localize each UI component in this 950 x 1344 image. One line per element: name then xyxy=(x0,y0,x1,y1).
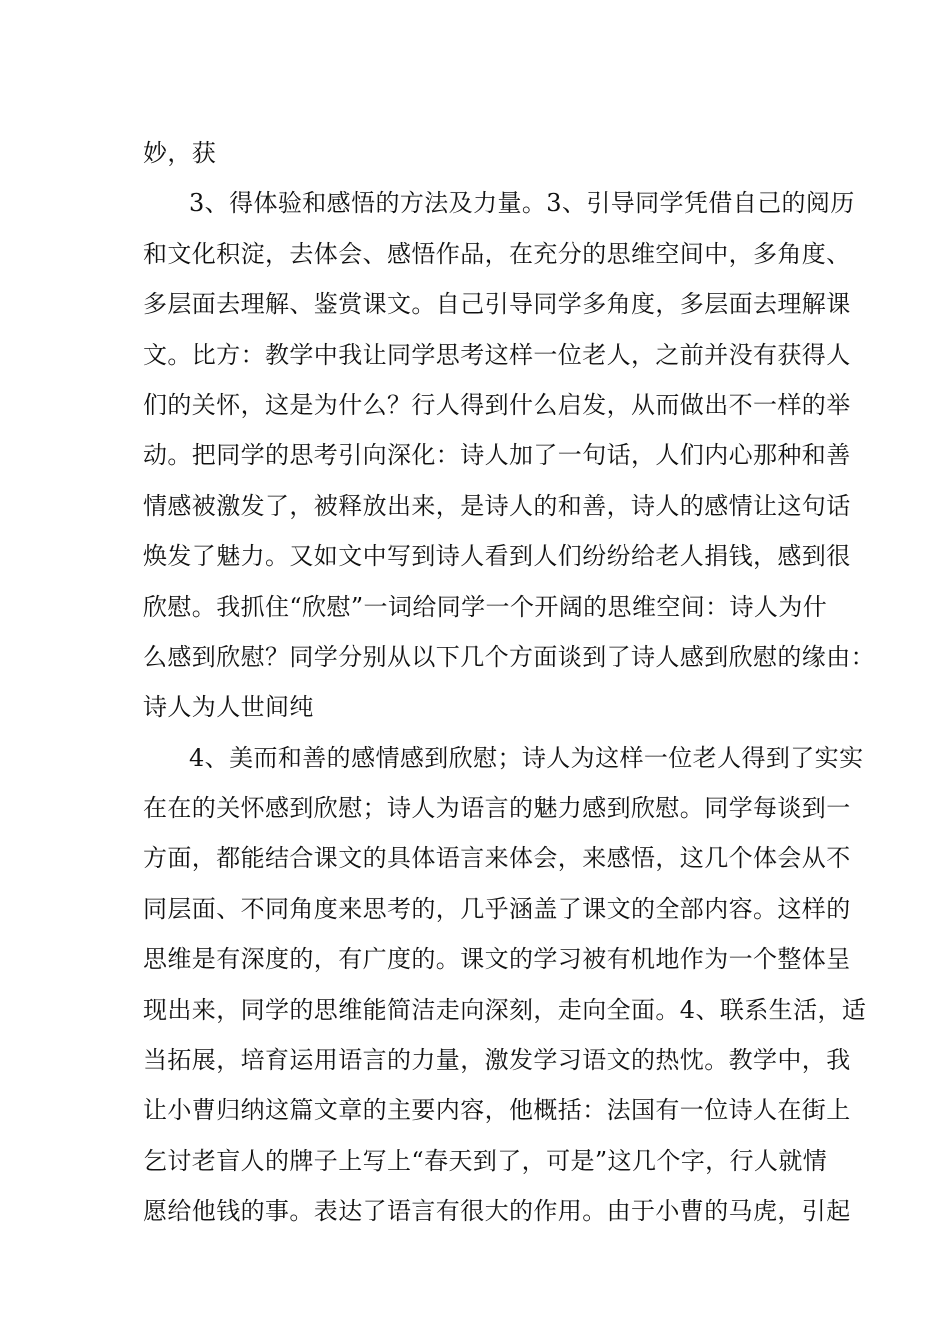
text-line-7: 动。把同学的思考引向深化：诗人加了一句话，人们内心那种和善 xyxy=(143,441,851,470)
text-line-4: 多层面去理解、鉴赏课文。自己引导同学多角度，多层面去理解课 xyxy=(143,290,851,319)
text-line-15: 方面，都能结合课文的具体语言来体会，来感悟，这几个体会从不 xyxy=(143,844,851,873)
text-line-21: 乞讨老盲人的牌子上写上“春天到了，可是”这几个字，行人就情 xyxy=(143,1146,828,1175)
text-line-12: 诗人为人世间纯 xyxy=(143,693,314,722)
text-line-2: 3、得体验和感悟的方法及力量。3、引导同学凭借自己的阅历 xyxy=(189,189,855,218)
text-line-19: 当拓展，培育运用语言的力量，激发学习语文的热忱。教学中，我 xyxy=(143,1046,851,1075)
text-line-16: 同层面、不同角度来思考的，几乎涵盖了课文的全部内容。这样的 xyxy=(143,894,851,923)
text-line-20: 让小曹归纳这篇文章的主要内容，他概括：法国有一位诗人在街上 xyxy=(143,1096,851,1125)
text-line-13: 4、美而和善的感情感到欣慰；诗人为这样一位老人得到了实实 xyxy=(189,743,864,772)
text-line-11: 么感到欣慰？同学分别从以下几个方面谈到了诗人感到欣慰的缘由： xyxy=(143,642,875,671)
text-line-14: 在在的关怀感到欣慰；诗人为语言的魅力感到欣慰。同学每谈到一 xyxy=(143,794,851,823)
text-line-9: 焕发了魅力。又如文中写到诗人看到人们纷纷给老人捐钱，感到很 xyxy=(143,542,851,571)
text-line-18: 现出来，同学的思维能简洁走向深刻，走向全面。4、联系生活，适 xyxy=(143,995,867,1024)
text-line-10: 欣慰。我抓住“欣慰”一词给同学一个开阔的思维空间：诗人为什 xyxy=(143,592,828,621)
text-line-8: 情感被激发了，被释放出来，是诗人的和善，诗人的感情让这句话 xyxy=(143,491,851,520)
text-line-3: 和文化积淀，去体会、感悟作品，在充分的思维空间中，多角度、 xyxy=(143,239,851,268)
text-line-22: 愿给他钱的事。表达了语言有很大的作用。由于小曹的马虎，引起 xyxy=(143,1197,851,1226)
text-line-5: 文。比方：教学中我让同学思考这样一位老人，之前并没有获得人 xyxy=(143,340,851,369)
document-body xyxy=(143,128,875,1237)
text-line-6: 们的关怀，这是为什么？行人得到什么启发，从而做出不一样的举 xyxy=(143,390,851,419)
text-line-17: 思维是有深度的，有广度的。课文的学习被有机地作为一个整体呈 xyxy=(143,945,851,974)
text-line-1: 妙，获 xyxy=(143,139,217,167)
